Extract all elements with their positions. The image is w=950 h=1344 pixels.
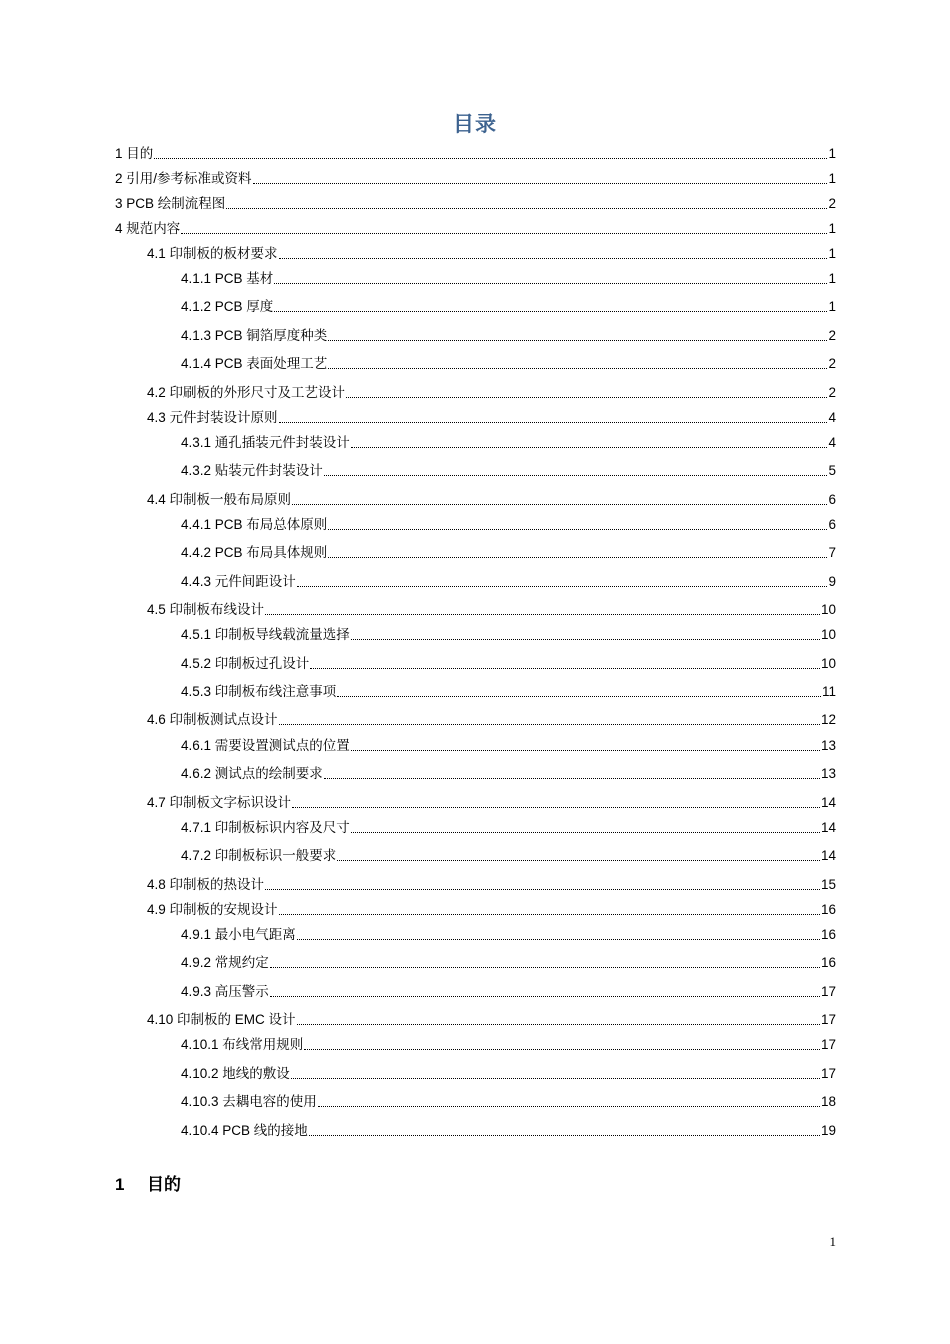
toc-entry-label: 4.10.3 去耦电容的使用 [181,1094,317,1109]
toc-entry[interactable] [181,737,836,755]
toc-entry-page: 5 [828,463,836,478]
section-title: 目的 [147,1175,181,1194]
toc-title: 目录 [453,113,497,136]
toc-entry-label: 4.6.2 测试点的绘制要求 [181,766,323,781]
toc-leader-dots [297,1024,820,1025]
toc-entry[interactable] [147,794,836,812]
toc-entry-page: 2 [828,328,836,343]
toc-leader-dots [292,807,820,808]
toc-entry-page: 1 [828,171,836,186]
toc-entry-page: 13 [820,766,836,781]
toc-leader-dots [337,696,821,697]
section-number: 1 [115,1175,125,1194]
toc-entry-page: 19 [820,1123,836,1138]
toc-entry[interactable] [181,626,836,644]
toc-entry-label: 4.6 印制板测试点设计 [147,712,278,727]
toc-entry-label: 4.10 印制板的 EMC 设计 [147,1012,296,1027]
toc-leader-dots [351,639,820,640]
toc-entry[interactable] [181,298,836,316]
toc-entry[interactable] [181,544,836,562]
toc-entry-page: 14 [820,820,836,835]
toc-entry-label: 4.1.2 PCB 厚度 [181,299,274,314]
toc-entry[interactable] [147,901,836,919]
toc-entry[interactable] [181,516,836,534]
toc-entry-label: 3 PCB 绘制流程图 [115,196,226,211]
toc-entry-label: 4.9.1 最小电气距离 [181,927,296,942]
toc-leader-dots [328,368,827,369]
toc-entry[interactable] [181,954,836,972]
toc-entry-page: 10 [820,656,836,671]
toc-entry[interactable] [181,1065,836,1083]
toc-entry-page: 14 [820,795,836,810]
toc-entry-label: 4.10.2 地线的敷设 [181,1066,290,1081]
toc-entry-page: 1 [828,299,836,314]
toc-entry-page: 12 [820,712,836,727]
toc-entry-page: 16 [820,927,836,942]
toc-leader-dots [253,183,828,184]
toc-leader-dots [324,475,828,476]
toc-entry-page: 10 [820,627,836,642]
toc-entry-page: 16 [820,955,836,970]
toc-entry-label: 4.7.2 印制板标识一般要求 [181,848,337,863]
toc-entry-page: 17 [820,984,836,999]
toc-entry-label: 4.9 印制板的安规设计 [147,902,278,917]
toc-leader-dots [351,750,820,751]
toc-leader-dots [226,208,827,209]
toc-entry[interactable] [181,847,836,865]
toc-entry-label: 4.5.3 印制板布线注意事项 [181,684,337,699]
page-number: 1 [829,1234,836,1249]
toc-leader-dots [304,1049,820,1050]
toc-entry-label: 4.10.1 布线常用规则 [181,1037,304,1052]
toc-entry-label: 4 规范内容 [115,221,181,236]
toc-entry-page: 18 [820,1094,836,1109]
toc-entry[interactable] [147,384,836,402]
toc-entry-label: 4.3 元件封装设计原则 [147,410,278,425]
toc-entry-label: 4.5 印制板布线设计 [147,602,265,617]
toc-entry-label: 4.4.1 PCB 布局总体原则 [181,517,328,532]
toc-leader-dots [328,557,827,558]
toc-leader-dots [297,939,820,940]
toc-leader-dots [309,1135,820,1136]
toc-entry-label: 1 目的 [115,146,154,161]
toc-leader-dots [279,422,828,423]
toc-leader-dots [292,504,827,505]
toc-leader-dots [265,614,820,615]
toc-entry-label: 4.1 印制板的板材要求 [147,246,278,261]
toc-entry-page: 17 [820,1037,836,1052]
toc-leader-dots [279,258,828,259]
toc-entry-page: 1 [828,246,836,261]
toc-entry-page: 16 [820,902,836,917]
toc-entry-label: 4.7 印制板文字标识设计 [147,795,292,810]
toc-entry-label: 4.9.2 常规约定 [181,955,269,970]
toc-leader-dots [328,529,827,530]
toc-entry[interactable] [115,145,836,163]
toc-entry-label: 4.2 印刷板的外形尺寸及工艺设计 [147,385,346,400]
toc-entry[interactable] [181,655,836,673]
toc-entry[interactable] [115,170,836,188]
toc-entry-label: 4.8 印制板的热设计 [147,877,265,892]
toc-entry-label: 4.6.1 需要设置测试点的位置 [181,738,350,753]
toc-entry[interactable] [181,462,836,480]
toc-leader-dots [297,586,828,587]
toc-entry-page: 13 [820,738,836,753]
toc-entry-page: 1 [828,221,836,236]
toc-entry-label: 4.3.1 通孔插装元件封装设计 [181,435,350,450]
toc-entry[interactable] [115,195,836,213]
toc-entry-page: 6 [828,517,836,532]
toc-entry-label: 4.3.2 贴装元件封装设计 [181,463,323,478]
toc-entry-page: 2 [828,196,836,211]
toc-entry-label: 4.10.4 PCB 线的接地 [181,1123,308,1138]
toc-entry[interactable] [147,409,836,427]
section-heading [115,1170,181,1195]
toc-entry[interactable] [181,765,836,783]
toc-entry-page: 15 [820,877,836,892]
toc-leader-dots [270,996,820,997]
toc-entry-label: 4.5.1 印制板导线载流量选择 [181,627,350,642]
toc-entry-page: 14 [820,848,836,863]
toc-entry[interactable] [147,491,836,509]
toc-entry-page: 7 [828,545,836,560]
toc-entry-page: 6 [828,492,836,507]
toc-entry[interactable] [181,355,836,373]
toc-leader-dots [274,283,827,284]
toc-entry[interactable] [147,1011,836,1029]
toc-leader-dots [328,340,827,341]
toc-leader-dots [181,233,827,234]
toc-entry-label: 4.5.2 印制板过孔设计 [181,656,310,671]
toc-entry-page: 2 [828,385,836,400]
toc-entry[interactable] [181,327,836,345]
toc-entry[interactable] [181,819,836,837]
toc-entry[interactable] [181,1093,836,1111]
toc-entry[interactable] [147,876,836,894]
toc-entry-page: 9 [828,574,836,589]
toc-entry[interactable] [181,683,836,701]
toc-leader-dots [351,447,828,448]
toc-entry-label: 4.4.2 PCB 布局具体规则 [181,545,328,560]
toc-entry-label: 4.1.3 PCB 铜箔厚度种类 [181,328,328,343]
toc-entry-page: 11 [821,684,836,699]
toc-leader-dots [291,1078,820,1079]
toc-entry-label: 2 引用/参考标准或资料 [115,171,252,186]
toc-entry-label: 4.1.1 PCB 基材 [181,271,274,286]
toc-entry[interactable] [147,245,836,263]
toc-entry[interactable] [181,434,836,452]
toc-entry-page: 17 [820,1066,836,1081]
toc-entry-page: 4 [828,410,836,425]
toc-entry[interactable] [181,270,836,288]
toc-entry-page: 2 [828,356,836,371]
toc-leader-dots [270,967,820,968]
toc-entry[interactable] [147,601,836,619]
toc-entry-label: 4.7.1 印制板标识内容及尺寸 [181,820,350,835]
toc-leader-dots [351,832,820,833]
toc-entry[interactable] [115,220,836,238]
toc-entry-label: 4.9.3 高压警示 [181,984,269,999]
toc-entry[interactable] [181,983,836,1001]
toc-leader-dots [154,158,827,159]
toc-entry-page: 10 [820,602,836,617]
toc-entry[interactable] [181,1122,836,1140]
toc-leader-dots [318,1106,820,1107]
toc-entry[interactable] [181,926,836,944]
toc-entry-page: 4 [828,435,836,450]
toc-entry[interactable] [181,1036,836,1054]
toc-leader-dots [265,889,820,890]
toc-leader-dots [346,397,827,398]
toc-entry-label: 4.1.4 PCB 表面处理工艺 [181,356,328,371]
toc-entry-label: 4.4.3 元件间距设计 [181,574,296,589]
toc-entry-page: 1 [828,146,836,161]
toc-leader-dots [279,914,820,915]
toc-entry-page: 17 [820,1012,836,1027]
toc-leader-dots [274,311,827,312]
toc-leader-dots [279,724,820,725]
toc-entry-page: 1 [828,271,836,286]
toc-leader-dots [324,778,820,779]
toc-entry-label: 4.4 印制板一般布局原则 [147,492,292,507]
toc-entry[interactable] [181,573,836,591]
toc-leader-dots [337,860,820,861]
toc-leader-dots [310,668,820,669]
toc-entry[interactable] [147,711,836,729]
